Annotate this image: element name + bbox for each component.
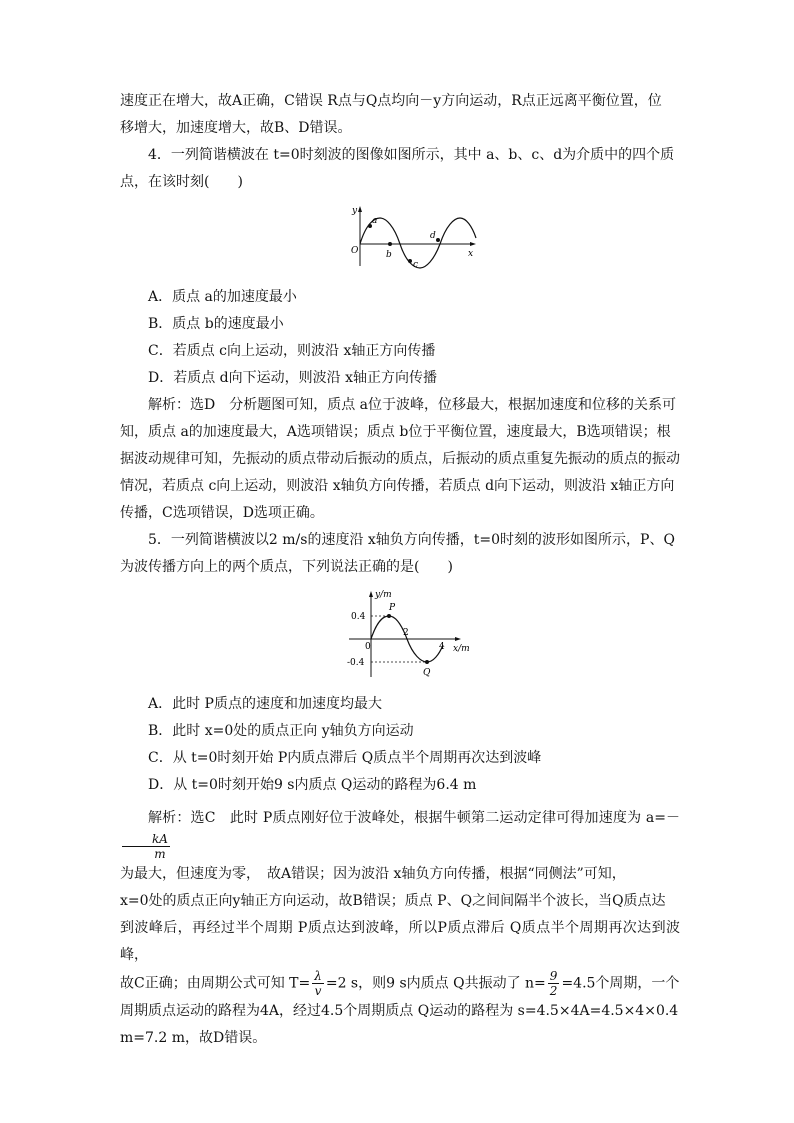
- q5-fraction-lambda-v: [312, 969, 324, 998]
- q5-stem-line: 为波传播方向上的两个质点，下列说法正确的是( ): [120, 559, 453, 575]
- q4-analysis-line: 据波动规律可知，先振动的质点带动后振动的质点，后振动的质点重复先振动的质点的振动: [120, 451, 680, 467]
- q5-option-d: D．从 t=0时刻开始9 s内质点 Q运动的路程为6.4 m: [148, 777, 477, 793]
- q5-analysis-text: =4.5个周期，一个: [561, 975, 680, 992]
- q5-y-label: y/m: [375, 590, 392, 600]
- q5-x-label: x/m: [453, 644, 470, 654]
- q4-analysis-line: 知，质点 a的加速度最大，A选项错误；质点 b位于平衡位置，速度最大，B选项错误；根: [120, 424, 671, 440]
- q4-option-d: D．若质点 d向下运动，则波沿 x轴正方向传播: [148, 370, 437, 386]
- q4-origin-label: O: [351, 246, 359, 256]
- q4-option-a: A．质点 a的加速度最小: [148, 289, 297, 305]
- q5-analysis-line-3: x=0处的质点正向y轴正方向运动，故B错误；质点 P、Q之间间隔半个波长，当Q质点达: [120, 893, 666, 909]
- q5-option-c: C．从 t=0时刻开始 P内质点滞后 Q质点半个周期再次达到波峰: [148, 750, 542, 766]
- q4-analysis-line: 传播，C选项错误，D选项正确。: [120, 505, 324, 521]
- q5-fraction-den: v: [314, 984, 322, 998]
- q4-x-label: x: [468, 249, 474, 259]
- q5-fraction-ka-m: [122, 832, 170, 861]
- q4-point-b-label: b: [386, 250, 392, 260]
- q5-fraction-9-2: [548, 969, 560, 998]
- q5-option-b: B．此时 x=0处的质点正向 y轴负方向运动: [148, 723, 414, 739]
- q5-xtick-4: 4: [439, 642, 445, 652]
- q4-option-c: C．若质点 c向上运动，则波沿 x轴正方向传播: [148, 343, 436, 359]
- q4-point-a-label: a: [372, 216, 378, 226]
- q5-ytick-pos: 0.4: [351, 612, 366, 622]
- text-line: 速度正在增大，故A正确，C错误 R点与Q点均向－y方向运动，R点正远离平衡位置，位: [120, 93, 662, 109]
- q4-wave-figure: [350, 204, 680, 274]
- q5-xtick-2: 2: [403, 628, 409, 638]
- text-line: 移增大，加速度增大，故B、D错误。: [120, 120, 352, 136]
- q5-ytick-neg: -0.4: [347, 658, 365, 668]
- q5-wave-figure: [345, 589, 680, 681]
- q4-analysis-line: 解析：选D 分析题图可知，质点 a位于波峰，位移最大，根据加速度和位移的关系可: [148, 397, 677, 413]
- q5-stem-line: 5．一列简谐横波以2 m/s的速度沿 x轴负方向传播，t=0时刻的波形如图所示，P、Q: [148, 532, 675, 548]
- q4-wave-graph: [350, 204, 480, 274]
- q5-wave-graph: [345, 589, 480, 681]
- q5-fraction-num: λ: [314, 969, 322, 983]
- q5-point-p-dot: [387, 614, 391, 618]
- q5-option-a: A．此时 P质点的速度和加速度均最大: [148, 696, 382, 712]
- q4-x-arrow: [470, 242, 476, 246]
- q5-fraction-den: m: [154, 847, 166, 861]
- q4-option-b: B．质点 b的速度最小: [148, 316, 284, 332]
- q5-analysis-text: 解析：选C 此时 P质点刚好位于波峰处，根据牛顿第二运动定律可得加速度为 a=－: [148, 810, 680, 826]
- document-page: [120, 88, 680, 1052]
- q5-y-arrow: [369, 591, 373, 597]
- q4-stem-line: 点，在该时刻( ): [120, 174, 243, 190]
- q4-y-arrow: [358, 206, 362, 212]
- q5-origin-label: 0: [365, 642, 371, 652]
- q5-analysis-text: 故C正确；由周期公式可知 T=: [120, 975, 311, 992]
- q5-analysis-line-6: 周期质点运动的路程为4A，经过4.5个周期质点 Q运动的路程为 s=4.5×4A=4.5×4×0.4: [120, 1003, 679, 1019]
- q5-point-q-label: Q: [423, 668, 431, 678]
- q5-point-q-dot: [425, 660, 429, 664]
- q5-fraction-num: kA: [122, 832, 170, 847]
- q5-fraction-num: 9: [549, 969, 558, 983]
- q5-analysis-line-1: [120, 805, 680, 861]
- q4-y-label: y: [352, 206, 358, 216]
- q5-analysis-line-2: 为最大，但速度为零， 故A错误；因为波沿 x轴负方向传播，根据“同侧法”可知，: [120, 866, 626, 882]
- q4-analysis-line: 情况，若质点 c向上运动，则波沿 x轴负方向传播，若质点 d向下运动，则波沿 x轴正方向: [120, 478, 675, 494]
- q4-point-c-label: c: [413, 260, 419, 270]
- q4-point-d-label: d: [430, 231, 436, 241]
- q5-fraction-den: 2: [549, 984, 558, 998]
- q4-stem-line: 4．一列简谐横波在 t=0时刻波的图像如图所示，其中 a、b、c、d为介质中的四个质: [148, 147, 675, 163]
- q5-x-arrow: [455, 637, 461, 641]
- q5-analysis-line-5: [120, 969, 680, 998]
- q4-point-d-dot: [436, 238, 440, 242]
- q5-analysis-text: =2 s，则9 s内质点 Q共振动了 n=: [325, 975, 546, 992]
- q4-point-c-dot: [408, 259, 412, 263]
- q5-analysis-line-4: 到波峰后，再经过半个周期 P质点达到波峰，所以P质点滞后 Q质点半个周期再次达到波峰，: [120, 920, 680, 963]
- q4-point-b-dot: [388, 242, 392, 246]
- q5-analysis-line-7: m=7.2 m，故D错误。: [120, 1030, 267, 1046]
- q5-point-p-label: P: [389, 603, 396, 613]
